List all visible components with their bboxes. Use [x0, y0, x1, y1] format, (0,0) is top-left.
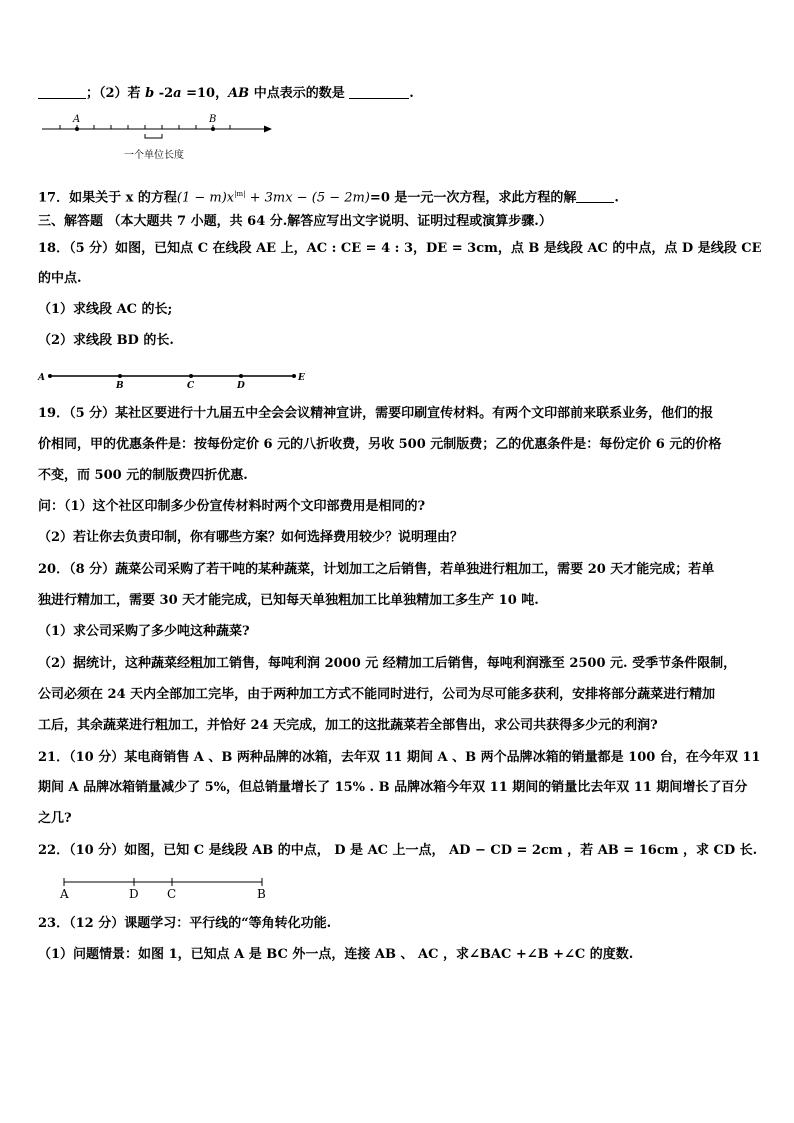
- segment-figure-18: [36, 366, 316, 390]
- q18-line1: 18．（5 分）如图，已知点 C 在线段 AE 上，AC : CE = 4 : 3，DE = 3cm，点 B 是线段 AC 的中点，点 D 是线段 CE: [38, 241, 762, 256]
- q20-line2: 独进行精加工，需要 30 天才能完成，已知每天单独粗加工比单独精加工多生产 10 吨.: [38, 593, 539, 608]
- q16-eq: =10，: [181, 86, 229, 101]
- q23-sub1: （1）问题情景：如图 1，已知点 A 是 BC 外一点，连接 AB 、 AC ，求∠BAC +∠B +∠C 的度数.: [38, 947, 634, 962]
- q19-line1: 19．（5 分）某社区要进行十九届五中全会会议精神宣讲，需要印刷宣传材料。有两个文印部前来联系业务，他们的报: [38, 406, 714, 421]
- q21-line2: 期间 A 品牌冰箱销量减少了 5%，但总销量增长了 15% . B 品牌冰箱今年双 11 期间的销量比去年双 11 期间增长了百分: [38, 780, 748, 795]
- q16-line: [38, 86, 414, 102]
- label-a: A: [73, 114, 81, 125]
- label-a: A: [60, 887, 69, 901]
- q17-exponent: |m|: [234, 190, 246, 198]
- q17-prefix: 17．如果关于 x 的方程: [38, 190, 177, 206]
- number-line-ticks: [60, 125, 230, 129]
- point-d: [239, 374, 243, 378]
- label-c: C: [167, 887, 177, 901]
- q21-line1: 21．（10 分）某电商销售 A 、B 两种品牌的冰箱，去年双 11 期间 A 、B 两个品牌冰箱的销量都是 100 台，在今年双 11: [38, 750, 761, 765]
- unit-bracket: [145, 134, 162, 138]
- label-c: C: [187, 381, 195, 391]
- point-b: [118, 374, 122, 378]
- unit-label: 一个单位长度: [124, 150, 184, 161]
- q20-sub2c: 工后，其余蔬菜进行粗加工，并恰好 24 天完成，加工的这批蔬菜若全部售出，求公司共获得多少元的利润?: [38, 718, 658, 733]
- q19-line3: 不变，而 500 元的制版费四折优惠.: [38, 468, 248, 483]
- label-d: D: [237, 381, 245, 391]
- q19-ask1: 问：（1）这个社区印制多少份宣传材料时两个文印部费用是相同的?: [38, 499, 426, 514]
- q20-sub2a: （2）据统计，这种蔬菜经粗加工销售，每吨利润 2000 元 经精加工后销售，每吨利润涨至 2500 元. 受季节条件限制，: [38, 656, 737, 671]
- point-a: [48, 374, 52, 378]
- q20-line1: 20．（8 分）蔬菜公司采购了若干吨的某种蔬菜，计划加工之后销售，若单独进行粗加工，需要 20 天才能完成；若单: [38, 562, 715, 577]
- q17-formula2: + 3mx − (5 − 2m): [245, 190, 370, 206]
- label-b: B: [257, 887, 266, 901]
- answer-blank: [576, 190, 614, 203]
- q17-end: .: [614, 190, 619, 206]
- q18-line2: 的中点.: [38, 271, 82, 286]
- q20-sub2b: 公司必须在 24 天内全部加工完毕，由于两种加工方式不能同时进行，公司为尽可能多获利，安排将部分蔬菜进行精加: [38, 687, 716, 702]
- q16-minus: -2: [154, 86, 174, 101]
- q16-rest: 中点表示的数是: [249, 86, 350, 101]
- q20-sub1: （1）求公司采购了多少吨这种蔬菜?: [38, 624, 250, 639]
- point-e: [292, 374, 296, 378]
- q17-suffix: =0 是一元一次方程，求此方程的解: [369, 190, 577, 206]
- var-a: a: [173, 86, 182, 101]
- q18-sub1: （1）求线段 AC 的长;: [38, 302, 173, 317]
- q16-text: ；（2）若: [86, 86, 146, 101]
- answer-blank: [349, 86, 409, 99]
- point-a: [75, 127, 79, 131]
- var-b: b: [145, 86, 155, 101]
- answer-blank: [38, 86, 86, 99]
- label-d: D: [129, 887, 139, 901]
- q17-formula: (1 − m)x: [176, 190, 235, 206]
- var-ab: AB: [228, 86, 250, 101]
- label-b: B: [209, 114, 217, 125]
- q19-line2: 价相同，甲的优惠条件是：按每份定价 6 元的八折收费，另收 500 元制版费；乙的优惠条件是：每份定价 6 元的价格: [38, 437, 722, 452]
- q22-line1: 22．（10 分）如图，已知 C 是线段 AB 的中点， D 是 AC 上一点， AD − CD = 2cm ，若 AB = 16cm ，求 CD 长.: [38, 843, 758, 858]
- q17-line: [38, 186, 619, 206]
- q18-sub2: （2）求线段 BD 的长.: [38, 333, 174, 348]
- label-b: B: [116, 381, 124, 391]
- number-line-figure: [40, 112, 280, 168]
- q16-end: .: [409, 86, 414, 101]
- point-c: [189, 374, 193, 378]
- section-header: 三、解答题 （本大题共 7 小题，共 64 分.解答应写出文字说明、证明过程或演算步骤.）: [38, 214, 552, 229]
- q21-line3: 之几?: [38, 811, 72, 826]
- label-e: E: [298, 373, 305, 383]
- q23-line1: 23．（12 分）课题学习：平行线的“等角转化功能.: [38, 916, 332, 931]
- label-a: A: [38, 373, 45, 383]
- segment-figure-22: [58, 874, 278, 900]
- q19-ask2: （2）若让你去负责印制，你有哪些方案？如何选择费用较少？说明理由？: [38, 530, 464, 545]
- point-b: [211, 127, 215, 131]
